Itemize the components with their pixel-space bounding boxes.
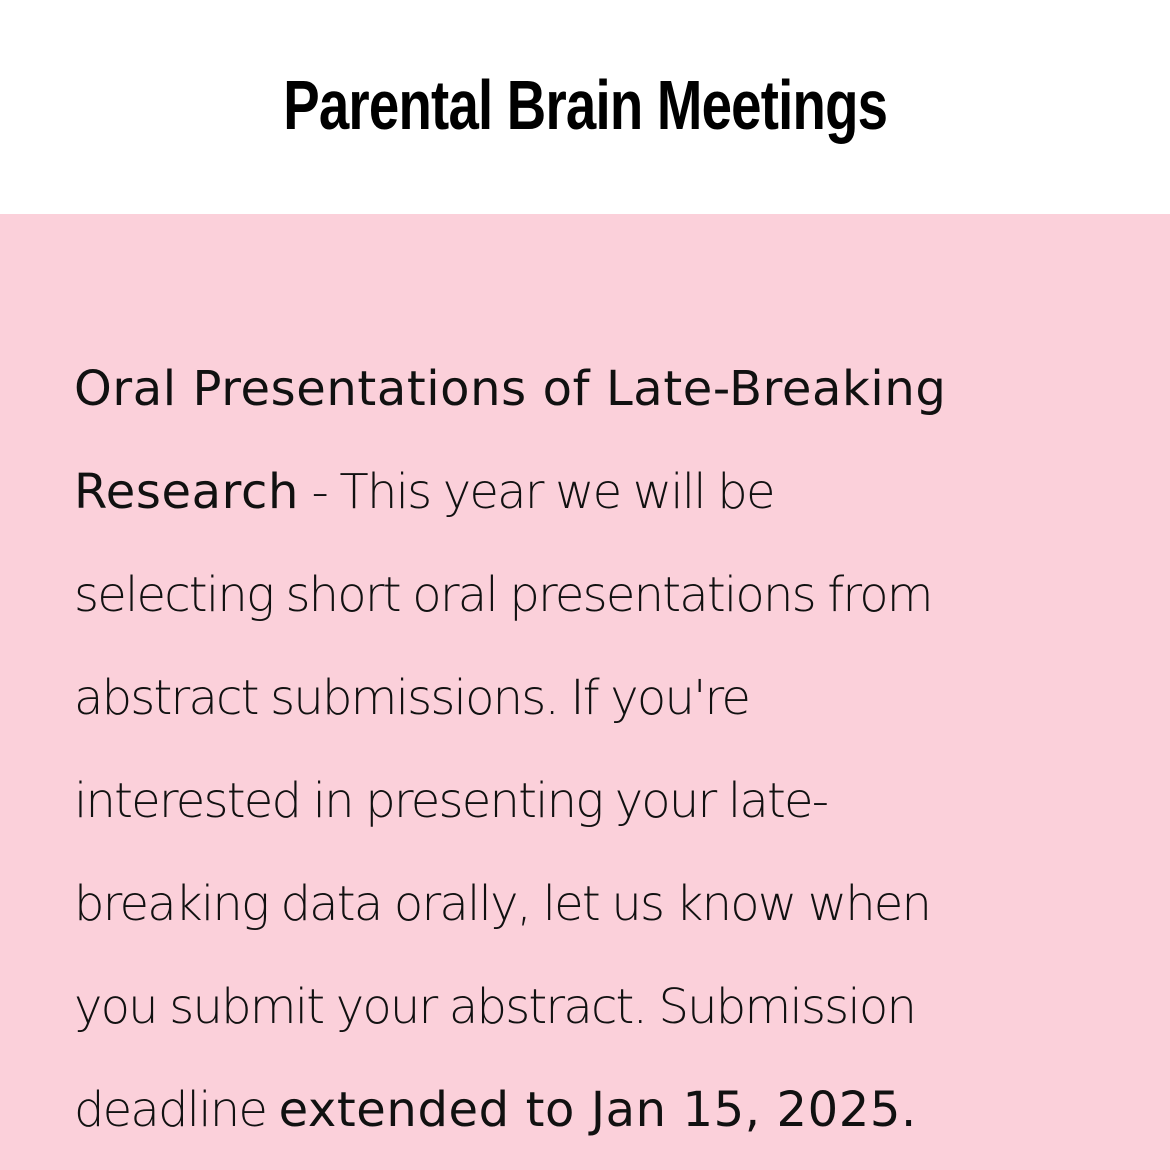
body-segment: breaking data orally, let us know when	[74, 876, 931, 932]
announcement-panel	[0, 214, 1170, 1170]
page-title: Parental Brain Meetings	[282, 66, 888, 144]
heading-segment: Oral Presentations of Late-Breaking	[74, 361, 947, 417]
body-segment: selecting short oral presentations from	[74, 567, 932, 623]
announcement-text	[74, 338, 1114, 1162]
body-segment: interested in presenting your late-	[74, 773, 828, 829]
text-line	[74, 647, 1114, 750]
text-line	[74, 956, 1114, 1059]
body-segment: abstract submissions. If you're	[74, 670, 750, 726]
text-line	[74, 1059, 1114, 1162]
body-segment: deadline	[74, 1082, 279, 1138]
heading-segment: Research	[74, 464, 299, 520]
body-segment: you submit your abstract. Submission	[74, 979, 916, 1035]
header	[0, 0, 1170, 214]
deadline-segment: extended to Jan 15, 2025.	[278, 1082, 917, 1138]
text-line	[74, 441, 1114, 544]
text-line	[74, 544, 1114, 647]
body-segment: - This year we will be	[298, 464, 774, 520]
text-line	[74, 750, 1114, 853]
text-line	[74, 338, 1114, 441]
text-line	[74, 853, 1114, 956]
